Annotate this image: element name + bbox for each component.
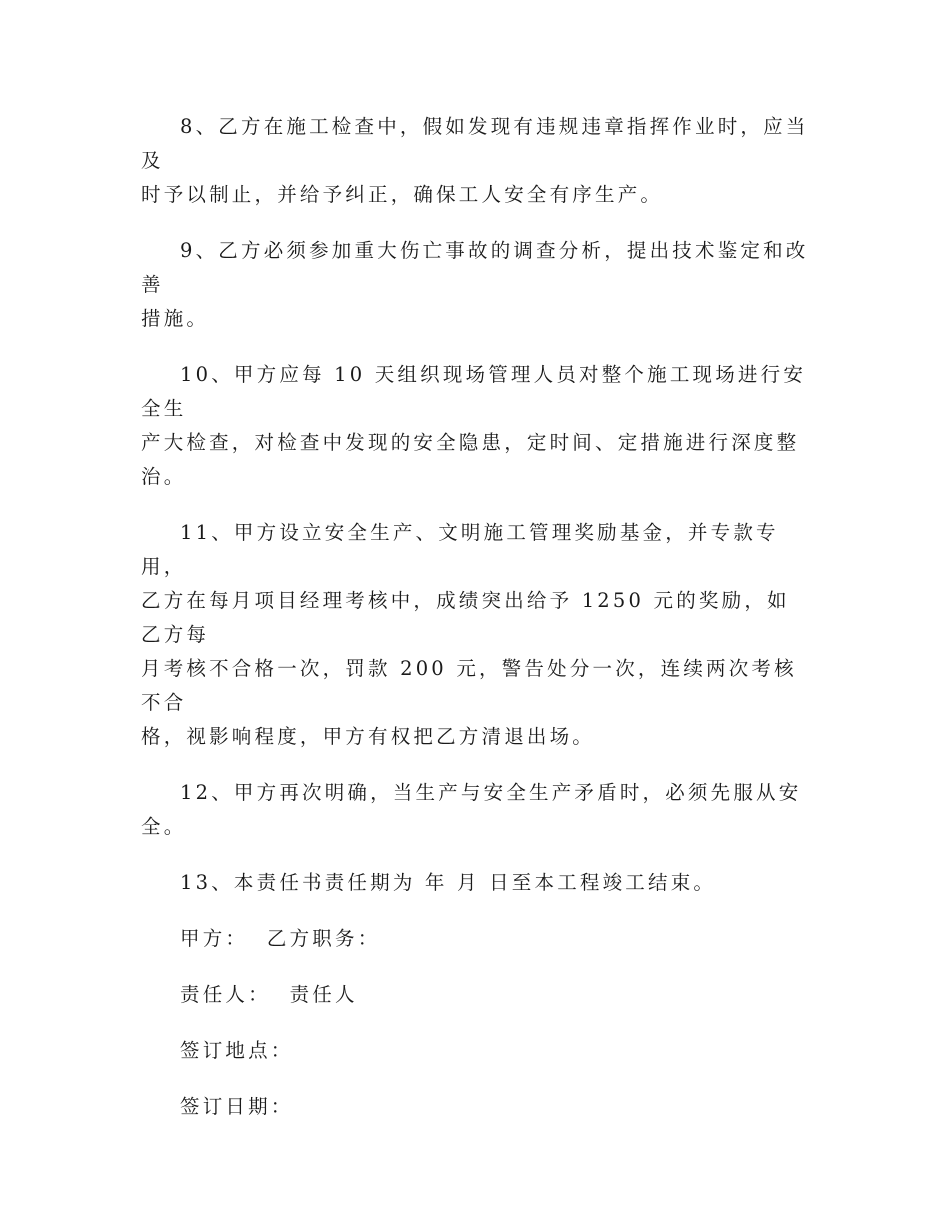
- clause-9: [141, 234, 811, 336]
- clause-13: [141, 866, 811, 900]
- clause-line: 乙方在每月项目经理考核中，成绩突出给予 1250 元的奖励，如乙方每: [141, 589, 790, 646]
- clause-line: 措施。: [141, 307, 210, 330]
- clause-line: 产大检查，对检查中发现的安全隐患，定时间、定措施进行深度整: [141, 431, 800, 454]
- clause-line: 10、甲方应每 10 天组织现场管理人员对整个施工现场进行安全生: [141, 363, 807, 420]
- clause-line: 8、乙方在施工检查中，假如发现有违规违章指挥作业时，应当及: [141, 115, 809, 172]
- clause-line: 12、甲方再次明确，当生产与安全生产矛盾时，必须先服从安: [180, 781, 802, 804]
- clause-line: 时予以制止，并给予纠正，确保工人安全有序生产。: [141, 183, 664, 206]
- clause-line: 治。: [141, 465, 187, 488]
- clause-line: 13、本责任书责任期为 年 月 日至本工程竣工结束。: [180, 871, 717, 894]
- clause-line: 格，视影响程度，甲方有权把乙方清退出场。: [141, 725, 596, 748]
- document-body: [141, 110, 811, 1146]
- clause-8: [141, 110, 811, 212]
- signature-place: 签订地点：: [180, 1039, 294, 1062]
- clause-10: [141, 358, 811, 494]
- clause-line: 月考核不合格一次，罚款 200 元，警告处分一次，连续两次考核不合: [141, 657, 797, 714]
- clause-11: [141, 516, 811, 754]
- signature-parties: 甲方： 乙方职务：: [180, 927, 381, 950]
- signature-responsible: 责任人： 责任人: [180, 983, 358, 1006]
- clause-line: 11、甲方设立安全生产、文明施工管理奖励基金，并专款专用，: [141, 521, 779, 578]
- signature-date: 签订日期：: [180, 1095, 294, 1118]
- clause-line: 全。: [141, 815, 187, 838]
- clause-line: 9、乙方必须参加重大伤亡事故的调查分析，提出技术鉴定和改善: [141, 239, 809, 296]
- clause-12: [141, 776, 811, 844]
